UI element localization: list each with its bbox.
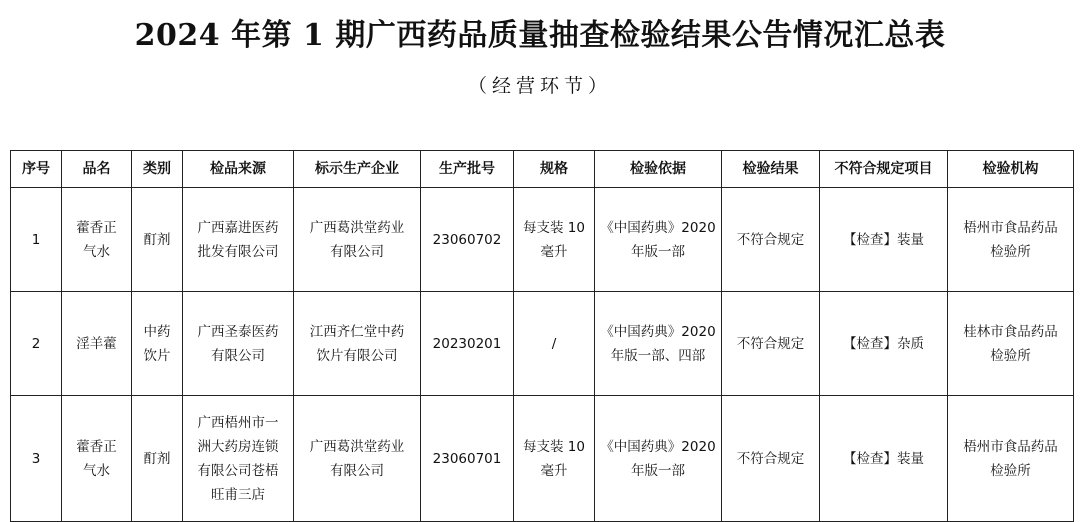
cell-source: 广西梧州市一 洲大药房连锁 有限公司苍梧 旺甫三店 [183,396,294,522]
cell-no: 3 [11,396,62,522]
table-row [11,188,1074,292]
cell-spec: 每支装 10 毫升 [514,396,595,522]
cell-manufacturer: 广西葛洪堂药业 有限公司 [294,396,421,522]
cell-category: 中药 饮片 [132,292,183,396]
header-spec: 规格 [514,151,595,188]
table-header-row [11,151,1074,188]
header-name: 品名 [62,151,132,188]
cell-no: 1 [11,188,62,292]
cell-item: 【检查】装量 [820,396,948,522]
cell-basis: 《中国药典》2020 年版一部、四部 [595,292,722,396]
cell-manufacturer: 广西葛洪堂药业 有限公司 [294,188,421,292]
cell-no: 2 [11,292,62,396]
cell-agency: 梧州市食品药品 检验所 [948,188,1074,292]
header-item: 不符合规定项目 [820,151,948,188]
cell-batch: 20230201 [421,292,514,396]
cell-name: 淫羊藿 [62,292,132,396]
cell-name: 藿香正 气水 [62,188,132,292]
header-batch: 生产批号 [421,151,514,188]
cell-agency: 梧州市食品药品 检验所 [948,396,1074,522]
cell-result: 不符合规定 [722,292,820,396]
header-agency: 检验机构 [948,151,1074,188]
cell-agency: 桂林市食品药品 检验所 [948,292,1074,396]
cell-spec: 每支装 10 毫升 [514,188,595,292]
header-no: 序号 [11,151,62,188]
cell-source: 广西圣泰医药 有限公司 [183,292,294,396]
table-row [11,292,1074,396]
header-manufacturer: 标示生产企业 [294,151,421,188]
page-subtitle: （经营环节） [467,75,612,97]
page-title: 2024 年第 1 期广西药品质量抽查检验结果公告情况汇总表 [134,18,946,53]
results-table [10,150,1074,522]
cell-name: 藿香正 气水 [62,396,132,522]
cell-spec: / [514,292,595,396]
header-result: 检验结果 [722,151,820,188]
header-source: 检品来源 [183,151,294,188]
cell-result: 不符合规定 [722,396,820,522]
header-category: 类别 [132,151,183,188]
cell-source: 广西嘉进医药 批发有限公司 [183,188,294,292]
cell-basis: 《中国药典》2020 年版一部 [595,396,722,522]
cell-category: 酊剂 [132,188,183,292]
cell-batch: 23060702 [421,188,514,292]
cell-category: 酊剂 [132,396,183,522]
cell-result: 不符合规定 [722,188,820,292]
header-basis: 检验依据 [595,151,722,188]
cell-item: 【检查】杂质 [820,292,948,396]
cell-basis: 《中国药典》2020 年版一部 [595,188,722,292]
cell-item: 【检查】装量 [820,188,948,292]
cell-manufacturer: 江西齐仁堂中药 饮片有限公司 [294,292,421,396]
table-row [11,396,1074,522]
cell-batch: 23060701 [421,396,514,522]
